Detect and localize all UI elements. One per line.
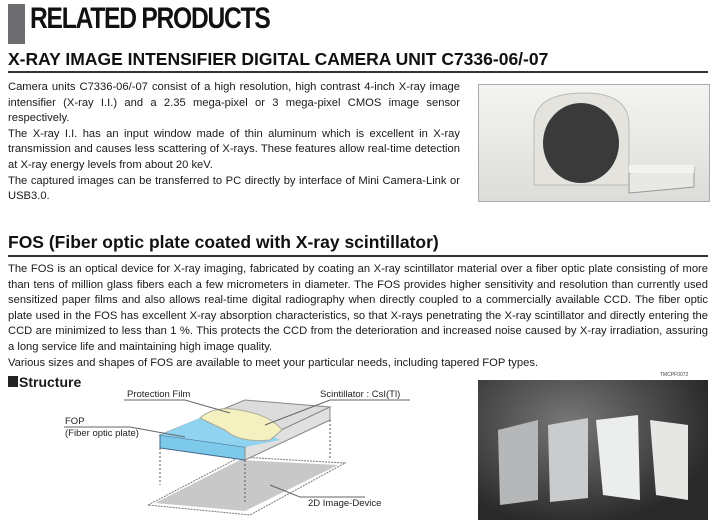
section-heading-camera: X-RAY IMAGE INTENSIFIER DIGITAL CAMERA UNIT C7336-06/-07 [8,49,549,69]
paragraph: The X-ray I.I. has an input window made of thin aluminum which is excellent in X-ray transmission and causes less scattering of X-rays. These features allow real-time detection at X-ray energy levels from about 20 keV. [8,127,460,171]
paragraph: The captured images can be transferred to PC directly by interface of Mini Camera-Link or USB3.0. [8,174,460,203]
paragraph: Various sizes and shapes of FOS are available to meet your particular needs, including tapered FOP types. [8,356,539,369]
divider [8,71,708,73]
fos-structure-diagram [0,385,470,524]
camera-description [8,80,460,205]
structure-heading: Structure [8,374,81,390]
label-protection-film: Protection Film [127,389,191,400]
label-2d-image-device: 2D Image-Device [308,498,382,509]
label-fop-full: (Fiber optic plate) [65,428,139,439]
photo-caption: TMCPF0072 [660,372,689,378]
label-fop: FOP [65,416,85,427]
paragraph: Camera units C7336-06/-07 consist of a high resolution, high contrast 4-inch X-ray image intensifier (X-ray I.I.) and a 2.35 mega-pixel or 3 mega-pixel CMOS image sensor respectively. [8,81,460,125]
page-title: RELATED PRODUCTS [30,2,270,35]
label-scintillator: Scintillator : CsI(Tl) [320,389,401,400]
divider [8,255,708,257]
fos-samples-photo [478,380,708,520]
paragraph: The FOS is an optical device for X-ray imaging, fabricated by coating an X-ray scintillator material over a fiber optic plate consisting of more than tens of million glass fibers each a few micrometers in diameter. The FOS provides higher sensitivity and resolution than currently used sensitized paper films and also allows real-time digital radiography when directly coupled to a commercially available CCD. The fiber optic plate used in the FOS has excellent X-ray absorption characteristics, so that X-rays penetrating the X-ray scintillator and directly entering the CCD are minimized to less than 1 %. This protects the CCD from the deterioration and increased noise caused by X-ray irradiation, assuring a long service life and maintaining high image quality. [8,263,708,353]
fos-description [8,262,708,371]
camera-unit-photo [478,84,710,202]
section-heading-fos: FOS (Fiber optic plate coated with X-ray scintillator) [8,232,439,252]
title-accent-bar [8,4,25,44]
